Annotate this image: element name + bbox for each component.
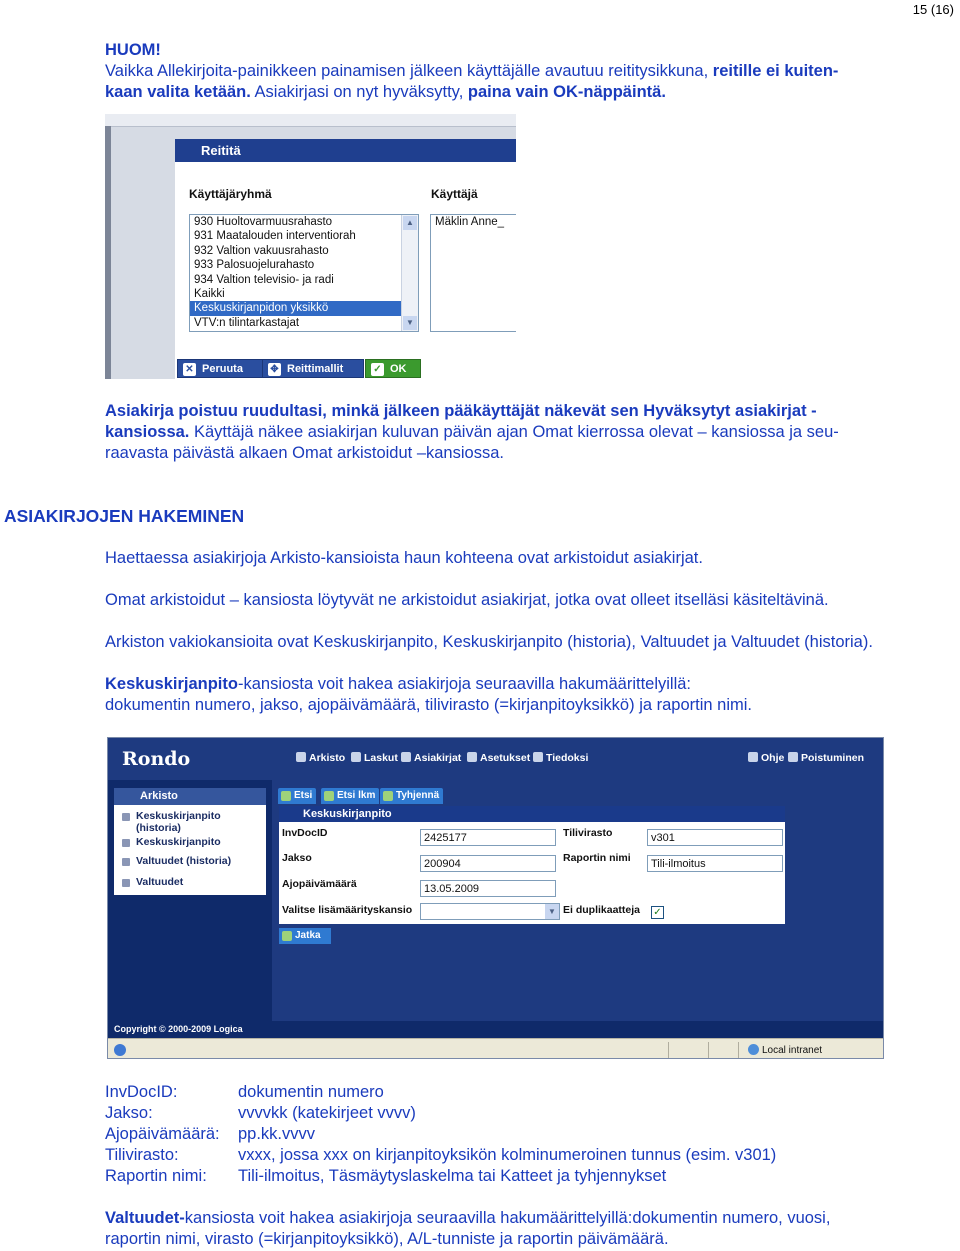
nav-help[interactable] (748, 752, 784, 764)
rondo-logo: Rondo (122, 748, 191, 770)
paragraph-text: -kansiosta voit hakea asiakirjoja seuraavilla hakumäärittelyillä: (237, 675, 692, 693)
tab-label: Etsi lkm (337, 790, 376, 801)
browser-status-bar (108, 1038, 884, 1059)
definition-key: Raportin nimi: (105, 1167, 207, 1185)
list-scrollbar[interactable] (401, 215, 418, 331)
folder-icon (122, 858, 130, 866)
folder-icon (122, 839, 130, 847)
tab-clear[interactable] (380, 788, 443, 804)
status-divider (708, 1042, 709, 1058)
tab-label: Tyhjennä (396, 790, 440, 801)
folder-label-continued[interactable]: (historia) (136, 822, 181, 834)
field-definitions (105, 1082, 776, 1187)
nav-notifications[interactable] (533, 752, 588, 764)
folder-label: Valtuudet (historia) (136, 855, 232, 867)
tab-search-count[interactable] (321, 788, 379, 804)
paragraph-line (105, 422, 839, 443)
notice-line-2-plain: Asiakirjasi on nyt hyväksytty, (250, 83, 464, 101)
arrow-right-icon (282, 931, 292, 941)
page-number: 15 (16) (912, 2, 954, 17)
folder-valtuudet[interactable] (124, 876, 183, 888)
folder-icon (122, 879, 130, 887)
clear-icon (383, 791, 393, 801)
search-icon (281, 791, 291, 801)
nav-label: Laskut (364, 752, 398, 764)
list-item[interactable]: 930 Huoltovarmuusrahasto (194, 216, 333, 228)
ok-label: OK (390, 363, 407, 375)
nav-documents[interactable] (401, 752, 461, 764)
move-icon: ✥ (268, 363, 281, 376)
definition-row (105, 1145, 776, 1166)
paragraph-text: kansiosta voit hakea asiakirjoja seuraavilla hakumäärittelyillä:dokumentin numero, vuosi, (184, 1209, 831, 1227)
notice-line-2-bold2: paina vain OK-näppäintä. (467, 83, 666, 101)
definition-key: Jakso: (105, 1104, 153, 1122)
status-divider (668, 1042, 669, 1058)
list-item[interactable]: VTV:n tilintarkastajat (194, 316, 300, 329)
definition-row (105, 1082, 776, 1103)
invdocid-field[interactable]: 2425177 (420, 829, 556, 846)
valitse-select[interactable] (420, 903, 560, 920)
paragraph-1: Haettaessa asiakirjoja Arkisto-kansioista haun kohteena ovat arkistoidut asiakirjat. (105, 549, 703, 567)
nav-label: Ohje (761, 752, 785, 764)
count-icon (324, 791, 334, 801)
definition-key: Ajopäivämäärä: (105, 1125, 220, 1143)
routing-title: Reititä (175, 139, 516, 162)
paragraph-bold: kansiossa. (105, 423, 190, 441)
list-item[interactable]: 934 Valtion televisio- ja radi (194, 273, 334, 286)
logout-icon (788, 752, 798, 762)
definition-row (105, 1124, 776, 1145)
user-label: Käyttäjä (431, 187, 478, 201)
globe-icon (748, 1044, 759, 1055)
ok-icon: ✓ (371, 363, 384, 376)
list-item[interactable]: 932 Valtion vakuusrahasto (194, 244, 329, 257)
jakso-field[interactable]: 200904 (420, 855, 556, 872)
list-item[interactable]: Mäklin Anne_ (435, 216, 505, 228)
window-top-bar (105, 114, 516, 127)
notice-title: HUOM! (105, 41, 161, 59)
folder-keskuskirjanpito[interactable] (124, 836, 221, 848)
form-header: Keskuskirjanpito (279, 806, 785, 822)
tilivirasto-field[interactable]: v301 (647, 829, 783, 846)
definition-value: dokumentin numero (238, 1083, 384, 1101)
definition-value: vvvvkk (katekirjeet vvvv) (238, 1104, 416, 1122)
window-left-strip (105, 126, 111, 379)
definition-key: Tilivirasto: (105, 1146, 179, 1164)
copyright-footer: Copyright © 2000-2009 Logica (108, 1021, 884, 1038)
cancel-button[interactable] (177, 359, 264, 378)
user-group-label: Käyttäjäryhmä (189, 187, 272, 201)
notification-icon (533, 752, 543, 762)
folder-valtuudet-historia[interactable] (124, 855, 231, 867)
security-zone (748, 1044, 822, 1056)
user-list[interactable] (430, 214, 516, 332)
list-item[interactable]: Kaikki (194, 287, 225, 300)
nav-label: Poistuminen (801, 752, 865, 764)
nav-label: Asiakirjat (414, 752, 462, 764)
page-icon (114, 1044, 126, 1056)
paragraph-line: raportin nimi, virasto (=kirjanpitoyksikkö), A/L-tunniste ja raportin päivämäärä. (105, 1230, 669, 1248)
tab-label: Etsi (294, 790, 313, 801)
folder-keskuskirjanpito-historia[interactable] (124, 810, 221, 822)
paragraph-valtuudet (105, 1208, 830, 1250)
folder-label: Keskuskirjanpito (136, 810, 221, 822)
nav-label: Arkisto (309, 752, 346, 764)
nav-settings[interactable] (467, 752, 530, 764)
paragraph-2: Omat arkistoidut – kansiosta löytyvät ne arkistoidut asiakirjat, jotka ovat olleet itselläsi käsiteltävinä. (105, 591, 829, 609)
ajopaivamaara-field[interactable]: 13.05.2009 (420, 880, 556, 897)
paragraph-4 (105, 674, 752, 716)
ok-button[interactable] (365, 359, 421, 378)
rondo-search-screenshot (107, 737, 884, 1059)
routing-dialog-screenshot (105, 114, 516, 379)
nav-logout[interactable] (788, 752, 864, 764)
ajopaivamaara-label: Ajopäivämäärä (282, 878, 357, 890)
list-item[interactable]: 933 Palosuojelurahasto (194, 259, 315, 272)
definition-value: pp.kk.vvvv (238, 1125, 316, 1143)
folder-label: Valtuudet (136, 876, 184, 888)
settings-icon (467, 752, 477, 762)
invoice-icon (351, 752, 361, 762)
definition-value: vxxx, jossa xxx on kirjanpitoyksikön kolminumeroinen tunnus (esim. v301) (238, 1146, 777, 1164)
paragraph-line (105, 674, 752, 695)
raportin-nimi-label: Raportin nimi (563, 852, 631, 864)
list-item-selected[interactable]: Keskuskirjanpidon yksikkö (190, 301, 418, 315)
paragraph-bold: Keskuskirjanpito (105, 675, 238, 693)
paragraph-line: dokumentin numero, jakso, ajopäivämäärä, tilivirasto (=kirjanpitoyksikkö) ja raportin nimi. (105, 696, 752, 714)
paragraph-line (105, 1208, 830, 1229)
invdocid-label: InvDocID (282, 827, 328, 839)
folder-icon (122, 813, 130, 821)
notice-line-1-plain: Vaikka Allekirjoita-painikkeen painamisen jälkeen käyttäjälle avautuu reititysikkuna, (105, 62, 709, 80)
scroll-up-icon[interactable]: ▲ (403, 216, 417, 230)
jakso-label: Jakso (282, 852, 312, 864)
continue-label: Jatka (295, 930, 321, 941)
definition-row (105, 1103, 776, 1124)
document-icon (401, 752, 411, 762)
section-heading: ASIAKIRJOJEN HAKEMINEN (4, 506, 245, 526)
archive-icon (296, 752, 306, 762)
help-icon (748, 752, 758, 762)
paragraph-dialog-note (105, 401, 839, 464)
valitse-label: Valitse lisämäärityskansio (282, 904, 413, 916)
definition-key: InvDocID: (105, 1083, 178, 1101)
paragraph-line: raavasta päivästä alkaen Omat arkistoidut –kansiossa. (105, 444, 504, 462)
user-group-list[interactable] (189, 214, 419, 332)
templates-label: Reittimallit (287, 363, 344, 375)
folder-label: Keskuskirjanpito (136, 836, 221, 848)
paragraph-line: Asiakirja poistuu ruudultasi, minkä jälkeen pääkäyttäjät näkevät sen Hyväksytyt asiakirjat - (105, 402, 817, 420)
notice-line-2-bold: kaan valita ketään. (105, 83, 251, 101)
zone-label: Local intranet (762, 1045, 823, 1056)
paragraph-text: Käyttäjä näkee asiakirjan kuluvan päivän ajan Omat kierrossa olevat – kansiossa ja seu- (189, 423, 839, 441)
cancel-label: Peruuta (202, 363, 243, 375)
raportin-nimi-field[interactable]: Tili-ilmoitus (647, 855, 783, 872)
nav-archive[interactable] (296, 752, 345, 764)
status-divider (738, 1042, 739, 1058)
nav-label: Tiedoksi (546, 752, 589, 764)
list-item[interactable]: 931 Maatalouden interventiorah (194, 230, 356, 243)
nav-label: Asetukset (480, 752, 531, 764)
notice-line-1-bold: reitille ei kuiten- (712, 62, 839, 80)
notice-line-1 (105, 61, 838, 82)
paragraph-bold: Valtuudet- (105, 1209, 185, 1227)
chevron-down-icon[interactable]: ▼ (545, 904, 559, 919)
templates-button[interactable] (262, 359, 364, 378)
definition-value: Tili-ilmoitus, Täsmäytyslaskelma tai Katteet ja tyhjennykset (238, 1167, 667, 1185)
scroll-down-icon[interactable]: ▼ (403, 316, 417, 330)
definition-row (105, 1166, 776, 1187)
duplikaatteja-label: Ei duplikaatteja (563, 904, 641, 916)
continue-button[interactable] (279, 928, 331, 944)
tilivirasto-label: Tilivirasto (563, 827, 613, 839)
notice-line-2 (105, 82, 666, 103)
paragraph-3: Arkiston vakiokansioita ovat Keskuskirjanpito, Keskuskirjanpito (historia), Valtuudet ja Valtuudet (historia). (105, 633, 873, 651)
tab-search[interactable] (278, 788, 316, 804)
duplikaatteja-checkbox[interactable]: ✓ (651, 906, 664, 919)
archive-header: Arkisto (114, 788, 266, 805)
nav-invoices[interactable] (351, 752, 398, 764)
cancel-icon: ✕ (183, 363, 196, 376)
